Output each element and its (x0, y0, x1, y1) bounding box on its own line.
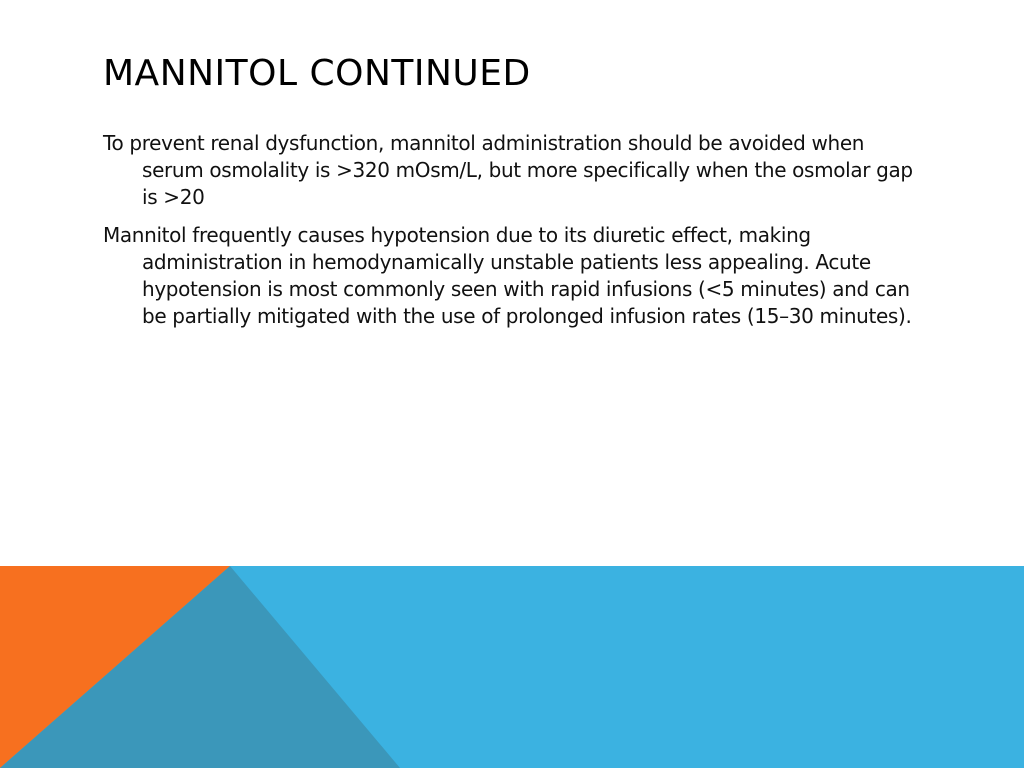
body-paragraph-hypotension: Mannitol frequently causes hypotension due to its diuretic effect, making administration in hemodynamically unstable patients less appealing. Acute hypotension is most commonly seen with rapid infusions (<5 minutes) and can be partially mitigated with the use of prolonged infusion rates (15–30 minutes). (103, 223, 912, 328)
decorative-footer-band (0, 566, 1024, 768)
body-paragraph-renal: To prevent renal dysfunction, mannitol administration should be avoided when serum osmolality is >320 mOsm/L, but more specifically when the osmolar gap is >20 (103, 131, 913, 209)
slide-body (103, 130, 923, 341)
slide-title: MANNITOL CONTINUED (103, 53, 531, 94)
